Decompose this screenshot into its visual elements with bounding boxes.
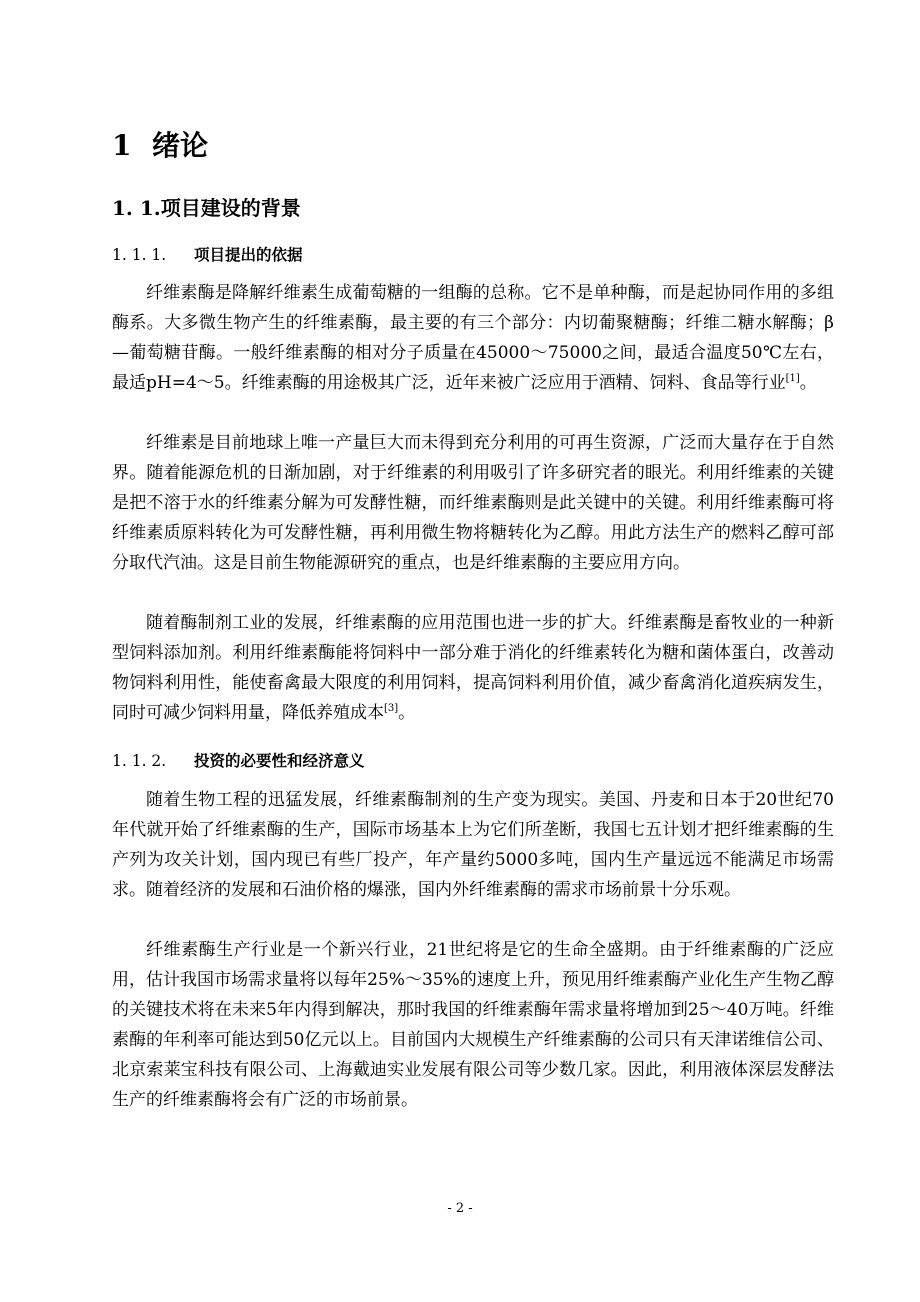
page-number: - 2 -: [447, 1201, 473, 1216]
subsection-title-1: 项目提出的依据: [194, 245, 303, 264]
chapter-number: 1: [112, 129, 132, 162]
section-heading: [112, 194, 301, 222]
subsection-heading-1: [112, 243, 303, 267]
chapter-title: 绪论: [152, 129, 209, 162]
subsection-number-2: 1. 1. 2.: [112, 752, 167, 770]
paragraph-1: [112, 278, 834, 398]
paragraph-2: [112, 428, 834, 578]
paragraph-2-text: 纤维素是目前地球上唯一产量巨大而未得到充分利用的可再生资源，广泛而大量存在于自然界。随着能源危机的日渐加剧，对于纤维素的利用吸引了许多研究者的眼光。利用纤维素的关键是把不溶于水的纤维素分解为可发酵性糖，而纤维素酶则是此关键中的关键。利用纤维素酶可将纤维素质原料转化为可发酵性糖，再利用微生物将糖转化为乙醇。用此方法生产的燃料乙醇可部分取代汽油。这是目前生物能源研究的重点，也是纤维素酶的主要应用方向。: [112, 433, 834, 573]
paragraph-4: [112, 785, 834, 905]
subsection-title-2: 投资的必要性和经济意义: [194, 751, 365, 770]
section-number: 1. 1.: [112, 196, 161, 220]
paragraph-1-text: 纤维素酶是降解纤维素生成葡萄糖的一组酶的总称。它不是单种酶，而是起协同作用的多组酶系。大多微生物产生的纤维素酶，最主要的有三个部分：内切葡聚糖酶；纤维二糖水解酶；β—葡萄糖苷酶。一般纤维素酶的相对分子质量在45000～75000之间，最适合温度50℃左右，最适pH=4～5。纤维素酶的用途极其广泛，近年来被广泛应用于酒精、饲料、食品等行业: [112, 283, 834, 393]
paragraph-1-end: 。: [799, 373, 817, 393]
subsection-number-1: 1. 1. 1.: [112, 246, 167, 264]
paragraph-3: [112, 608, 834, 728]
subsection-heading-2: [112, 749, 365, 773]
paragraph-5: [112, 935, 834, 1115]
citation-ref-1: [1]: [785, 373, 800, 384]
citation-ref-3: [3]: [384, 703, 399, 714]
chapter-heading: [112, 128, 208, 164]
section-title: 项目建设的背景: [160, 196, 301, 220]
paragraph-4-text: 随着生物工程的迅猛发展，纤维素酶制剂的生产变为现实。美国、丹麦和日本于20世纪70年代就开始了纤维素酶的生产，国际市场基本上为它们所垄断，我国七五计划才把纤维素酶的生产列为攻关计划，国内现已有些厂投产，年产量约5000多吨，国内生产量远远不能满足市场需求。随着经济的发展和石油价格的爆涨，国内外纤维素酶的需求市场前景十分乐观。: [112, 790, 834, 900]
paragraph-3-end: 。: [398, 703, 416, 723]
paragraph-3-text: 随着酶制剂工业的发展，纤维素酶的应用范围也进一步的扩大。纤维素酶是畜牧业的一种新型饲料添加剂。利用纤维素酶能将饲料中一部分难于消化的纤维素转化为糖和菌体蛋白，改善动物饲料利用性，能使畜禽最大限度的利用饲料，提高饲料利用价值，减少畜禽消化道疾病发生，同时可减少饲料用量，降低养殖成本: [112, 613, 834, 723]
paragraph-5-text: 纤维素酶生产行业是一个新兴行业，21世纪将是它的生命全盛期。由于纤维素酶的广泛应用，估计我国市场需求量将以每年25%～35%的速度上升，预见用纤维素酶产业化生产生物乙醇的关键技术将在未来5年内得到解决，那时我国的纤维素酶年需求量将增加到25～40万吨。纤维素酶的年利率可能达到50亿元以上。目前国内大规模生产纤维素酶的公司只有天津诺维信公司、北京索莱宝科技有限公司、上海戴迪实业发展有限公司等少数几家。因此，利用液体深层发酵法生产的纤维素酶将会有广泛的市场前景。: [112, 940, 834, 1110]
